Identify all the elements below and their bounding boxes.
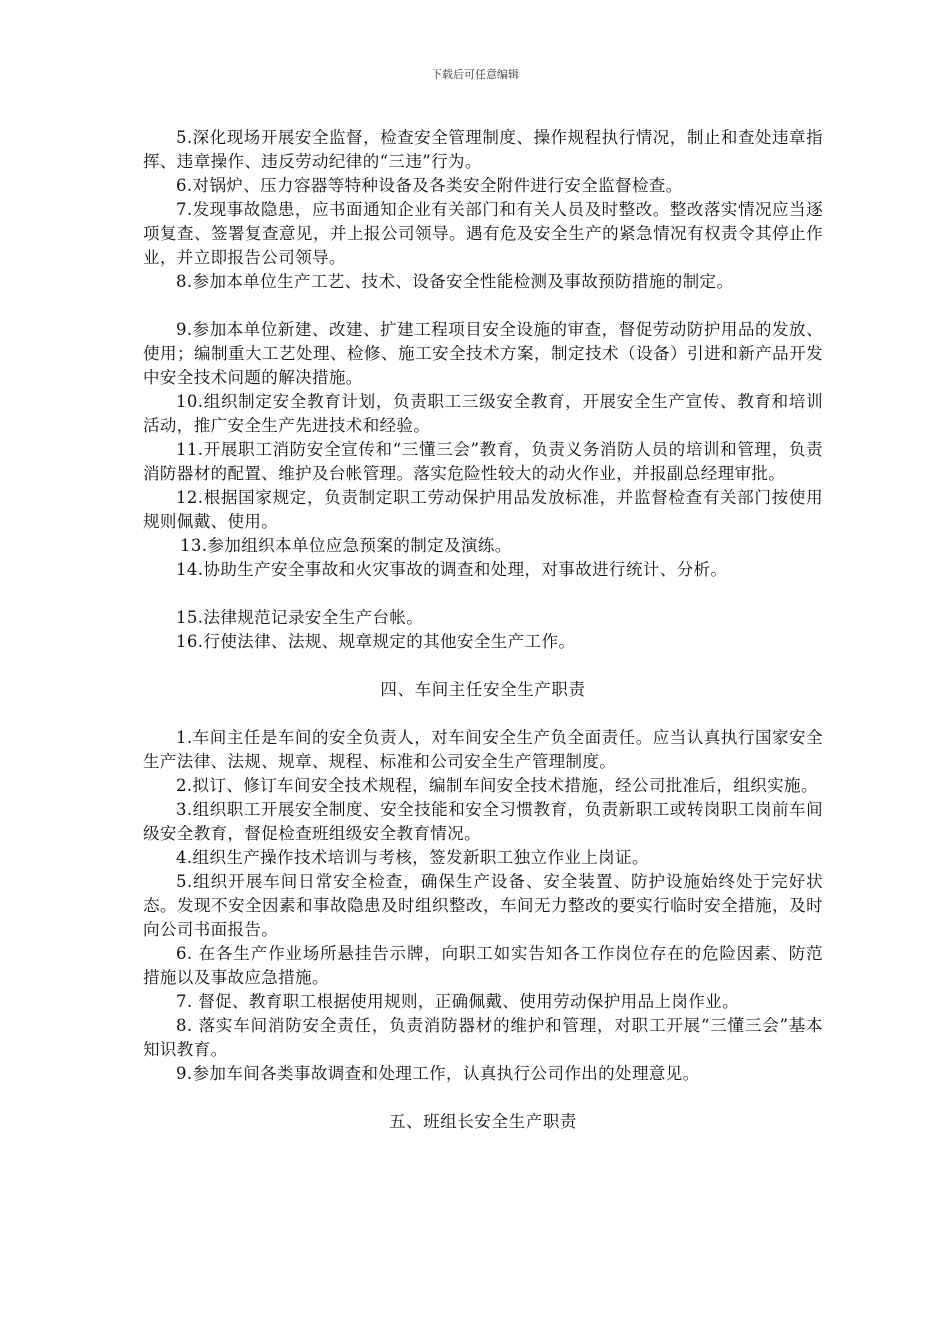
list-item: 12.根据国家规定，负责制定职工劳动保护用品发放标准，并监督检查有关部门按使用规则佩戴、使用。 [143,488,823,531]
section-heading: 四、车间主任安全生产职责 [380,680,586,699]
list-item: 16.行使法律、法规、规章规定的其他安全生产工作。 [176,632,576,651]
list-item: 9.参加车间各类事故调查和处理工作，认真执行公司作出的处理意见。 [176,1064,700,1083]
list-item: 2.拟订、修订车间安全技术规程，编制车间安全技术措施，经公司批准后，组织实施。 [176,776,818,795]
list-item: 7. 督促、教育职工根据使用规则，正确佩戴、使用劳动保护用品上岗作业。 [176,992,739,1011]
list-item: 4.组织生产操作技术培训与考核，签发新职工独立作业上岗证。 [176,848,649,867]
list-item: 1.车间主任是车间的安全负责人，对车间安全生产负全面责任。应当认真执行国家安全生产法律、法规、规章、规程、标准和公司安全生产管理制度。 [143,728,823,771]
list-item: 9.参加本单位新建、改建、扩建工程项目安全设施的审查，督促劳动防护用品的发放、使用；编制重大工艺处理、检修、施工安全技术方案，制定技术（设备）引进和新产品开发中安全技术问题的解决措施。 [143,320,823,387]
list-item: 5.深化现场开展安全监督，检查安全管理制度、操作规程执行情况，制止和查处违章指挥、违章操作、违反劳动纪律的“三违”行为。 [143,128,823,171]
list-item: 8.参加本单位生产工艺、技术、设备安全性能检测及事故预防措施的制定。 [176,272,734,291]
list-item: 3.组织职工开展安全制度、安全技能和安全习惯教育，负责新职工或转岗职工岗前车间级安全教育，督促检查班组级安全教育情况。 [143,800,823,843]
list-item: 11.开展职工消防安全宣传和“三懂三会”教育，负责义务消防人员的培训和管理，负责消防器材的配置、维护及台帐管理。落实危险性较大的动火作业，并报副总经理审批。 [143,440,823,483]
page-header: 下载后可任意编辑 [431,68,519,81]
list-item: 14.协助生产安全事故和火灾事故的调查和处理，对事故进行统计、分析。 [176,560,728,579]
list-item: 8. 落实车间消防安全责任，负责消防器材的维护和管理，对职工开展“三懂三会”基本知识教育。 [143,1016,823,1059]
section-heading: 五、班组长安全生产职责 [388,1112,578,1131]
list-item: 6. 在各生产作业场所悬挂告示牌，向职工如实告知各工作岗位存在的危险因素、防范措施以及事故应急措施。 [143,944,823,987]
list-item: 10.组织制定安全教育计划，负责职工三级安全教育，开展安全生产宣传、教育和培训活动，推广安全生产先进技术和经验。 [143,392,823,435]
list-item: 7.发现事故隐患，应书面通知企业有关部门和有关人员及时整改。整改落实情况应当逐项复查、签署复查意见，并上报公司领导。遇有危及安全生产的紧急情况有权责令其停止作业，并立即报告公司领导。 [143,200,823,267]
list-item: 15.法律规范记录安全生产台帐。 [176,608,424,627]
document-body [143,126,823,1158]
list-item: 13.参加组织本单位应急预案的制定及演练。 [180,536,512,555]
list-item: 6.对锅炉、压力容器等特种设备及各类安全附件进行安全监督检查。 [176,176,683,195]
list-item: 5.组织开展车间日常安全检查，确保生产设备、安全装置、防护设施始终处于完好状态。发现不安全因素和事故隐患及时组织整改，车间无力整改的要实行临时安全措施，及时向公司书面报告。 [143,872,823,939]
